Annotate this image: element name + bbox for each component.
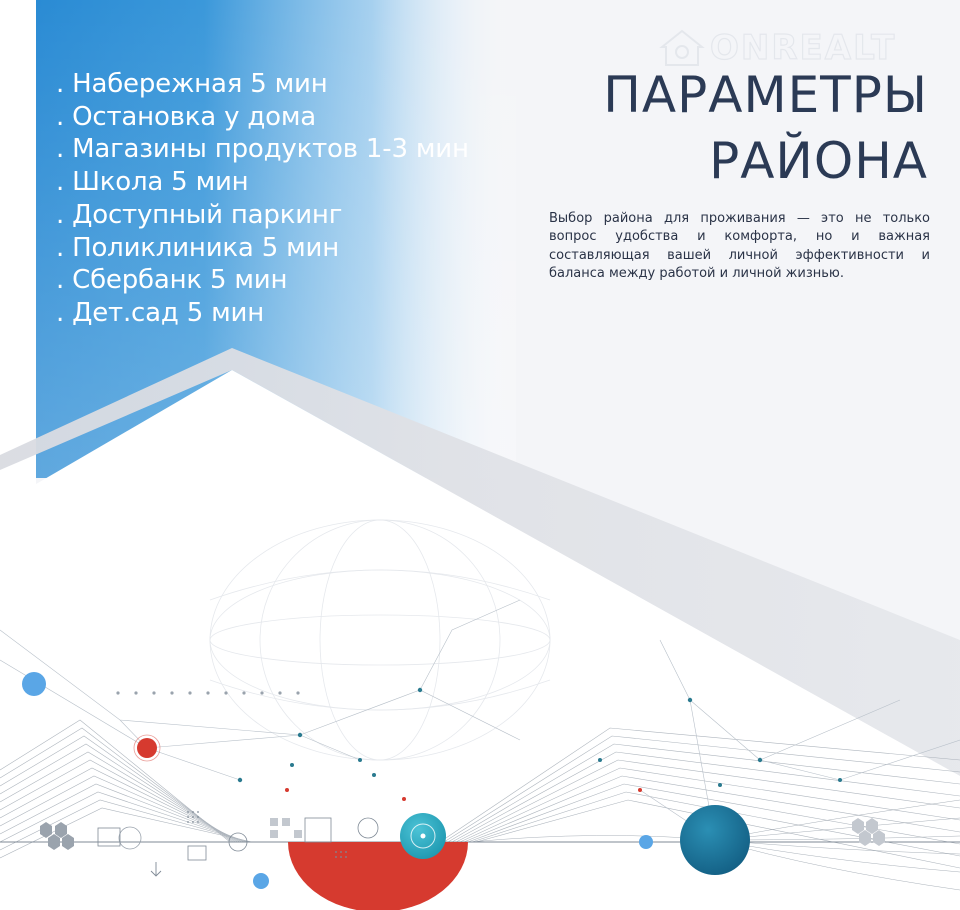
light-blue-dot (22, 672, 46, 696)
features-list (56, 68, 469, 330)
red-dot (137, 738, 157, 758)
list-item: . Набережная 5 мин (56, 69, 328, 99)
list-item: . Поликлиника 5 мин (56, 232, 340, 263)
list-item: . Дет.сад 5 мин (56, 297, 265, 328)
list-item: . Школа 5 мин (56, 167, 249, 198)
list-item: . Сбербанк 5 мин (56, 265, 288, 296)
title-line-2: РАЙОНА (709, 132, 928, 190)
list-item: . Магазины продуктов 1-3 мин (56, 134, 469, 165)
page-title (603, 62, 928, 194)
list-item: . Доступный паркинг (56, 199, 343, 230)
title-line-1: ПАРАМЕТРЫ (603, 66, 928, 124)
description-text: Выбор района для проживания — это не только вопрос удобства и комфорта, но и важная составляющая вашей личной эффективности и баланса между работой и личной жизнью. (549, 211, 930, 281)
list-item: . Остановка у дома (56, 101, 316, 132)
navy-circle (680, 805, 750, 875)
watermark-text: ONREALT (710, 28, 897, 68)
